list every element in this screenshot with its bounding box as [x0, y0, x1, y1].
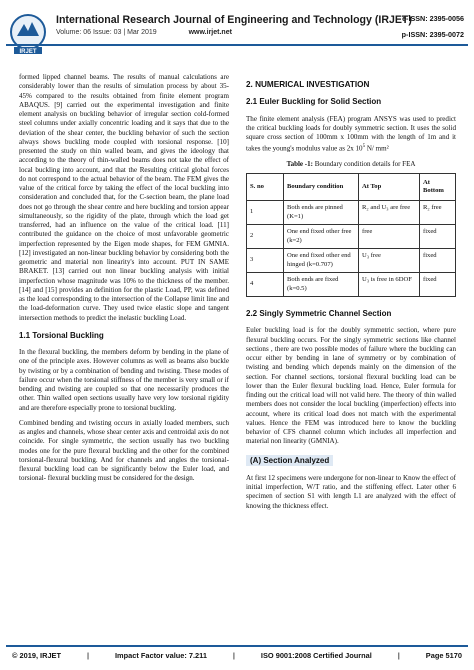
right-column: [246, 73, 456, 517]
th-bottom: At Bottom: [420, 174, 456, 201]
cell-condition: One end fixed other free (k=2): [284, 225, 359, 249]
heading-euler-buckling: 2.1 Euler Buckling for Solid Section: [246, 97, 382, 107]
cell-sno: 1: [247, 201, 284, 225]
euler-unit: N/ mm²: [365, 144, 389, 153]
th-sno: S. no: [247, 174, 284, 201]
page-header: [0, 0, 474, 64]
footer-separator: |: [86, 651, 90, 660]
footer-iso: ISO 9001:2008 Certified Journal: [260, 651, 372, 660]
table-row: [247, 225, 456, 249]
cell-top: free: [359, 225, 420, 249]
cell-bottom: fixed: [420, 249, 456, 273]
cell-sno: 4: [247, 273, 284, 297]
journal-website[interactable]: www.irjet.net: [188, 29, 232, 36]
paragraph-torsional-1: In the flexural buckling, the members deform by bending in the plane of one of the principle axes. However columns as well as beams also buckle by twisting or by a combination of bending and twisting. These modes of failure occur when the torsional stiffness of the member is very small or if bending and twisting are coupled so that one necessarily produces the other. Thin walled open sections usually have very low torsional rigidity and are therefore especially prone to torsional buckling.: [19, 348, 229, 412]
table-row: [247, 273, 456, 297]
left-column: [19, 73, 229, 490]
paragraph-section-analyzed: At first 12 specimens were undergone for non-linear to Know the effect of initial imperfection, W/T ratio, and the stiffening effect. Later other 6 specimen of section S1 with length L1 are analyzed with the effect of knowing the thickness effect.: [246, 473, 456, 510]
volume-issue: Volume: 06 Issue: 03 | Mar 2019: [56, 29, 157, 36]
journal-subline: [56, 29, 232, 36]
paragraph-literature: formed lipped channel beams. The results of manual calculations are considerably lower than the results of simulation process by about 35-45% compared to the results obtained from finite element program ABAQUS. [9] carried out the experimental investigation and finite element analysis on buckling behavior of irregular section cold-formed steel columns under axially concentric loading and it says that due to the deviation of the shear center, the buckling behavior of such the section always shows buckling mode coupled with torsional response. [10] presented the study on thin walled beam, and gives the ideology that according to the theory of thin-walled beams does not take the effect of local buckling into account, and that the Resulting critical global forces do not correspond to the actual behavior of the beam. The FEM gives the value of the critical force by taking the effect of the local buckling into consideration and concluded that, for the C-section beam, the plane load does not go through the shear centre and here buckling and torsion appear simultaneously, so the rigidity of the plate, through which the load get transferred, had an influence on the value of the critical load. [11] contributed the guidance on the choice of most unfavorable geometric imperfection represented by the Eigen mode shapes, for FEM GMNIA. [12] investigated an non-linear buckling behavior by considering both the geometric and material non linearity's into account. PUT IN SAME BRAKET. [13] carried out non linear buckling analysis with initial imperfection whose magnitude was 10% to the thickness of the member. [14] and [15] provides an definition for the plastic Load, PP, was defined as the load corresponding to the intersection of the Collapse limit line and the load-deformation curve. They used twice elastic slope and tangent intersection methods to predict the inelastic buckling Load.: [19, 73, 229, 322]
e-issn: e-ISSN: 2395-0056: [402, 14, 464, 23]
cell-bottom: fixed: [420, 225, 456, 249]
page-footer: [0, 645, 474, 670]
table-row: [247, 201, 456, 225]
heading-singly-symmetric: 2.2 Singly Symmetric Channel Section: [246, 309, 392, 319]
cell-condition: Both ends are pinned (K=1): [284, 201, 359, 225]
table-caption-label: Table -1:: [286, 159, 313, 168]
cell-top: U₃ is free in 6DOF: [359, 273, 420, 297]
footer-impact-factor: Impact Factor value: 7.211: [114, 651, 207, 660]
paragraph-torsional-2: Combined bending and twisting occurs in axially loaded members, such as angles and channels, whose shear center axis and centroidal axis do not coincide. For single symmetric, the section usually has two buckling modes one for the pure flexural buckling and the other for the combined torsional-flexural buckling. And for channels and angles the torsional-flexural buckling load can be significantly below the Euler load, and torsional- flexural buckling must be considered for the design.: [19, 418, 229, 483]
journal-title: International Research Journal of Engineering and Technology (IRJET): [56, 14, 412, 26]
euler-text: The finite element analysis (FEA) program ANSYS was used to predict the critical buckling loads for doubly symmetric section. It uses the solid square cross section of 100mm x 100mm with the length of 1m and it takes the young's modulus value as 2x 10: [246, 114, 456, 153]
cell-sno: 2: [247, 225, 284, 249]
cell-condition: One end fixed other end hinged (k=0.707): [284, 249, 359, 273]
th-top: At Top: [359, 174, 420, 201]
p-issn: p-ISSN: 2395-0072: [401, 30, 464, 39]
cell-bottom: fixed: [420, 273, 456, 297]
table-row: [247, 249, 456, 273]
table-caption-text: Boundary condition details for FEA: [312, 159, 416, 168]
table-caption: [246, 160, 456, 169]
heading-numerical-investigation: 2. NUMERICAL INVESTIGATION: [246, 80, 370, 89]
euler-exponent: 5: [362, 144, 366, 150]
footer-separator: |: [397, 651, 400, 660]
table-header-row: [247, 174, 456, 201]
irjet-logo: [8, 12, 48, 56]
cell-top: R₂ and U₃ are free: [359, 201, 420, 225]
cell-bottom: R₂ free: [420, 201, 456, 225]
footer-copyright: © 2019, IRJET: [12, 651, 61, 660]
heading-section-analyzed: (A) Section Analyzed: [246, 455, 333, 466]
cell-top: U₃ free: [359, 249, 420, 273]
cell-condition: Both ends are fixed (k=0.5): [284, 273, 359, 297]
header-rule: [6, 44, 468, 46]
logo-text: IRJET: [19, 49, 37, 55]
th-condition: Boundary condition: [284, 174, 359, 201]
footer-separator: |: [232, 651, 235, 660]
cell-sno: 3: [247, 249, 284, 273]
paragraph-euler: [246, 115, 456, 154]
paragraph-singly-symmetric: Euler buckling load is for the doubly symmetric section, where pure flexural buckling occurs. For the singly symmetric sections like channel sections , there are two possible modes of failure where the buckling can occur either by bending in lane of symmetry or by combination of twisting and bending which depends mainly on the dimension of the section. For channel sections, torsional flexural buckling load can be lower than the Euler flexural buckling load. Hence, Euler formula for finding out the critical load will not valid here. The theory of thin walled members does not consider the local buckling (imperfection) effects into account, where its critical load does not match with the experimental values. Hence the FEM was introduced here to know the buckling behavior of CFS channel column which includes all imperfection and material non linearity (GMNIA).: [246, 326, 456, 446]
heading-torsional-buckling: 1.1 Torsional Buckling: [19, 330, 104, 340]
footer-text: [12, 651, 462, 660]
footer-rule: [6, 645, 468, 647]
boundary-condition-table: [246, 173, 456, 297]
footer-page-number: Page 5170: [425, 651, 462, 660]
